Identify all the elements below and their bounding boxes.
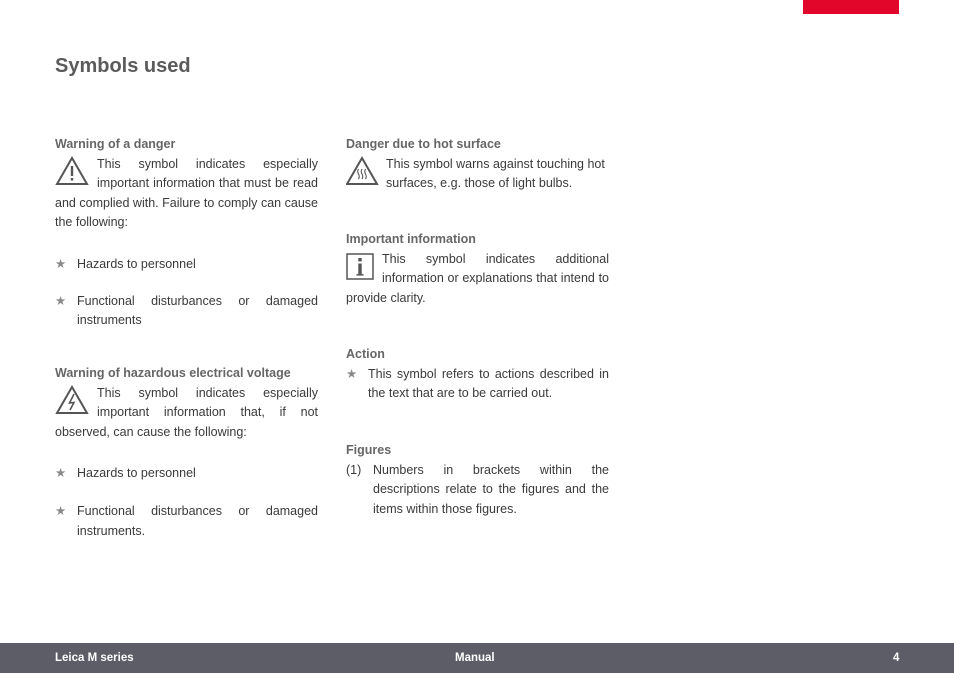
page-title: Symbols used xyxy=(55,55,191,77)
list-item-text: Hazards to personnel xyxy=(77,256,196,271)
hot-surface-icon xyxy=(346,155,380,187)
footer-product: Leica M series xyxy=(55,652,134,664)
info-icon xyxy=(346,250,376,282)
list-item-text: Functional disturbances or damaged instruments. xyxy=(77,504,318,538)
section-heading: Warning of hazardous electrical voltage xyxy=(55,365,291,380)
section-text: This symbol indicates especially important information that, if not observed, can cause the following: xyxy=(55,385,318,439)
voltage-warning-icon xyxy=(55,384,91,416)
list-item-text: Numbers in brackets within the descriptions relate to the figures and the items within those figures. xyxy=(373,462,609,516)
section-heading: Danger due to hot surface xyxy=(346,137,501,151)
section-voltage xyxy=(55,365,318,541)
footer-title: Manual xyxy=(455,652,495,664)
list-item xyxy=(55,502,318,541)
section-heading: Figures xyxy=(346,442,392,457)
list-item xyxy=(346,365,609,404)
bullet-star-icon: ★ xyxy=(55,256,67,271)
list-item-text: Hazards to personnel xyxy=(77,466,196,481)
section-heading: Action xyxy=(346,347,385,362)
section-text: This symbol indicates especially important information that must be read and complied with. Failure to comply can cause the following: xyxy=(55,157,318,230)
section-heading: Warning of a danger xyxy=(55,137,176,151)
section-figures xyxy=(346,442,609,519)
list-item-text: This symbol refers to actions described in the text that are to be carried out. xyxy=(368,367,609,401)
left-column xyxy=(55,136,318,541)
section-danger xyxy=(55,136,318,331)
footer-bar xyxy=(0,643,954,673)
warning-triangle-icon xyxy=(55,155,91,187)
middle-column xyxy=(346,136,609,519)
bullet-star-icon: ★ xyxy=(55,294,67,309)
section-important-info xyxy=(346,231,609,308)
section-hot-surface xyxy=(346,136,609,194)
list-item xyxy=(55,255,318,274)
page-number: 4 xyxy=(893,652,900,664)
section-heading: Important information xyxy=(346,231,476,246)
figure-marker: (1) xyxy=(346,462,362,477)
action-star-icon: ★ xyxy=(346,367,358,382)
bullet-star-icon: ★ xyxy=(55,504,67,519)
bullet-star-icon: ★ xyxy=(55,466,67,481)
list-item-text: Functional disturbances or damaged instruments xyxy=(77,294,318,328)
section-text: This symbol warns against touching hot surfaces, e.g. those of light bulbs. xyxy=(386,157,605,191)
section-text: This symbol indicates additional information or explanations that intend to provide clarity. xyxy=(346,251,609,305)
list-item xyxy=(346,461,609,519)
list-item xyxy=(55,464,318,483)
accent-tab xyxy=(803,0,899,14)
list-item xyxy=(55,292,318,331)
section-action xyxy=(346,346,609,404)
